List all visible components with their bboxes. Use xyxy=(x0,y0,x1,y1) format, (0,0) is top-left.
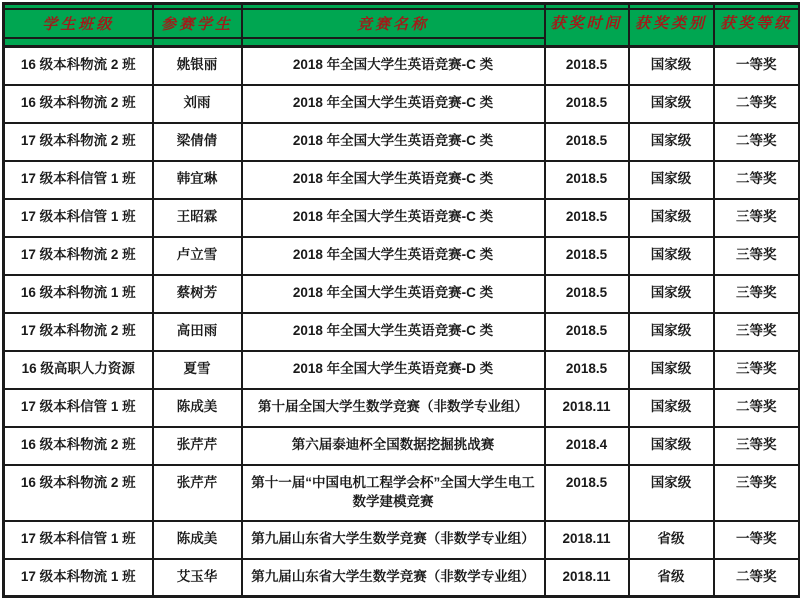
cell-competition: 2018 年全国大学生英语竞赛-C 类 xyxy=(242,199,545,237)
cell-award-time: 2018.5 xyxy=(545,351,629,389)
cell-competition: 2018 年全国大学生英语竞赛-C 类 xyxy=(242,237,545,275)
cell-class: 16 级本科物流 2 班 xyxy=(4,465,153,521)
table-row xyxy=(4,161,800,199)
cell-student: 陈成美 xyxy=(153,389,242,427)
cell-class: 16 级高职人力资源 xyxy=(4,351,153,389)
table-row xyxy=(4,275,800,313)
cell-student: 艾玉华 xyxy=(153,559,242,597)
cell-class: 17 级本科物流 2 班 xyxy=(4,237,153,275)
cell-award-level: 一等奖 xyxy=(714,521,800,559)
cell-award-level: 三等奖 xyxy=(714,465,800,521)
cell-award-category: 国家级 xyxy=(629,237,714,275)
cell-award-category: 国家级 xyxy=(629,47,714,85)
cell-competition: 第九届山东省大学生数学竞赛（非数学专业组） xyxy=(242,559,545,597)
cell-award-level: 三等奖 xyxy=(714,199,800,237)
header-cell-competition: 竞赛名称 xyxy=(242,9,545,38)
cell-class: 17 级本科物流 2 班 xyxy=(4,123,153,161)
cell-award-level: 二等奖 xyxy=(714,559,800,597)
table-header xyxy=(4,4,800,47)
cell-competition: 2018 年全国大学生英语竞赛-C 类 xyxy=(242,123,545,161)
table-row xyxy=(4,559,800,597)
cell-award-time: 2018.4 xyxy=(545,427,629,465)
cell-class: 16 级本科物流 2 班 xyxy=(4,47,153,85)
cell-award-category: 国家级 xyxy=(629,199,714,237)
header-row xyxy=(4,9,800,38)
header-cell-award-time: 获奖时间 xyxy=(545,9,629,47)
header-cell-student: 参赛学生 xyxy=(153,9,242,38)
cell-competition: 2018 年全国大学生英语竞赛-C 类 xyxy=(242,85,545,123)
cell-student: 梁倩倩 xyxy=(153,123,242,161)
cell-award-level: 二等奖 xyxy=(714,161,800,199)
cell-competition: 2018 年全国大学生英语竞赛-D 类 xyxy=(242,351,545,389)
cell-award-time: 2018.11 xyxy=(545,521,629,559)
cell-competition: 2018 年全国大学生英语竞赛-C 类 xyxy=(242,47,545,85)
table-row xyxy=(4,47,800,85)
cell-award-level: 二等奖 xyxy=(714,85,800,123)
cell-student: 姚银丽 xyxy=(153,47,242,85)
cell-class: 16 级本科物流 2 班 xyxy=(4,427,153,465)
cell-award-time: 2018.5 xyxy=(545,199,629,237)
cell-award-category: 国家级 xyxy=(629,351,714,389)
cell-award-level: 三等奖 xyxy=(714,351,800,389)
table-row xyxy=(4,123,800,161)
cell-award-category: 国家级 xyxy=(629,161,714,199)
cell-class: 16 级本科物流 1 班 xyxy=(4,275,153,313)
cell-student: 张芹芹 xyxy=(153,465,242,521)
cell-award-category: 国家级 xyxy=(629,85,714,123)
table-body xyxy=(4,47,800,597)
header-sub-strip-cell xyxy=(242,38,545,47)
table-row xyxy=(4,521,800,559)
cell-competition: 第六届泰迪杯全国数据挖掘挑战赛 xyxy=(242,427,545,465)
cell-award-time: 2018.5 xyxy=(545,85,629,123)
cell-award-category: 国家级 xyxy=(629,389,714,427)
cell-award-time: 2018.5 xyxy=(545,123,629,161)
cell-student: 夏雪 xyxy=(153,351,242,389)
cell-class: 17 级本科信管 1 班 xyxy=(4,161,153,199)
cell-competition: 2018 年全国大学生英语竞赛-C 类 xyxy=(242,161,545,199)
header-cell-award-category: 获奖类别 xyxy=(629,9,714,47)
cell-award-category: 国家级 xyxy=(629,427,714,465)
cell-award-category: 省级 xyxy=(629,521,714,559)
cell-student: 陈成美 xyxy=(153,521,242,559)
table-row xyxy=(4,427,800,465)
table-row xyxy=(4,199,800,237)
table-row xyxy=(4,351,800,389)
cell-student: 韩宜琳 xyxy=(153,161,242,199)
header-sub-strip-cell xyxy=(4,38,153,47)
table-row xyxy=(4,313,800,351)
cell-competition: 2018 年全国大学生英语竞赛-C 类 xyxy=(242,275,545,313)
cell-award-time: 2018.5 xyxy=(545,237,629,275)
cell-award-category: 国家级 xyxy=(629,313,714,351)
cell-class: 17 级本科信管 1 班 xyxy=(4,521,153,559)
cell-student: 王昭霖 xyxy=(153,199,242,237)
cell-award-level: 三等奖 xyxy=(714,427,800,465)
awards-table xyxy=(2,2,800,598)
cell-award-category: 省级 xyxy=(629,559,714,597)
cell-award-time: 2018.5 xyxy=(545,161,629,199)
cell-student: 卢立雪 xyxy=(153,237,242,275)
cell-award-category: 国家级 xyxy=(629,465,714,521)
cell-award-time: 2018.5 xyxy=(545,275,629,313)
cell-award-level: 三等奖 xyxy=(714,237,800,275)
cell-student: 刘雨 xyxy=(153,85,242,123)
cell-student: 张芹芹 xyxy=(153,427,242,465)
cell-student: 蔡树芳 xyxy=(153,275,242,313)
cell-award-time: 2018.11 xyxy=(545,559,629,597)
cell-award-level: 二等奖 xyxy=(714,389,800,427)
cell-class: 16 级本科物流 2 班 xyxy=(4,85,153,123)
cell-award-level: 三等奖 xyxy=(714,275,800,313)
header-cell-class: 学生班级 xyxy=(4,9,153,38)
cell-competition: 第九届山东省大学生数学竞赛（非数学专业组） xyxy=(242,521,545,559)
cell-award-level: 一等奖 xyxy=(714,47,800,85)
cell-competition: 2018 年全国大学生英语竞赛-C 类 xyxy=(242,313,545,351)
cell-student: 高田雨 xyxy=(153,313,242,351)
header-sub-strip-cell xyxy=(153,38,242,47)
cell-class: 17 级本科物流 1 班 xyxy=(4,559,153,597)
table-row xyxy=(4,85,800,123)
cell-award-category: 国家级 xyxy=(629,123,714,161)
table-row xyxy=(4,237,800,275)
table-row xyxy=(4,389,800,427)
table-row xyxy=(4,465,800,521)
cell-award-time: 2018.11 xyxy=(545,389,629,427)
cell-award-time: 2018.5 xyxy=(545,47,629,85)
cell-class: 17 级本科物流 2 班 xyxy=(4,313,153,351)
cell-award-category: 国家级 xyxy=(629,275,714,313)
cell-competition: 第十届全国大学生数学竞赛（非数学专业组） xyxy=(242,389,545,427)
cell-award-level: 二等奖 xyxy=(714,123,800,161)
cell-award-level: 三等奖 xyxy=(714,313,800,351)
cell-competition: 第十一届“中国电机工程学会杯”全国大学生电工数学建模竞赛 xyxy=(242,465,545,521)
cell-class: 17 级本科信管 1 班 xyxy=(4,199,153,237)
cell-award-time: 2018.5 xyxy=(545,465,629,521)
cell-award-time: 2018.5 xyxy=(545,313,629,351)
cell-class: 17 级本科信管 1 班 xyxy=(4,389,153,427)
header-cell-award-level: 获奖等级 xyxy=(714,9,800,47)
